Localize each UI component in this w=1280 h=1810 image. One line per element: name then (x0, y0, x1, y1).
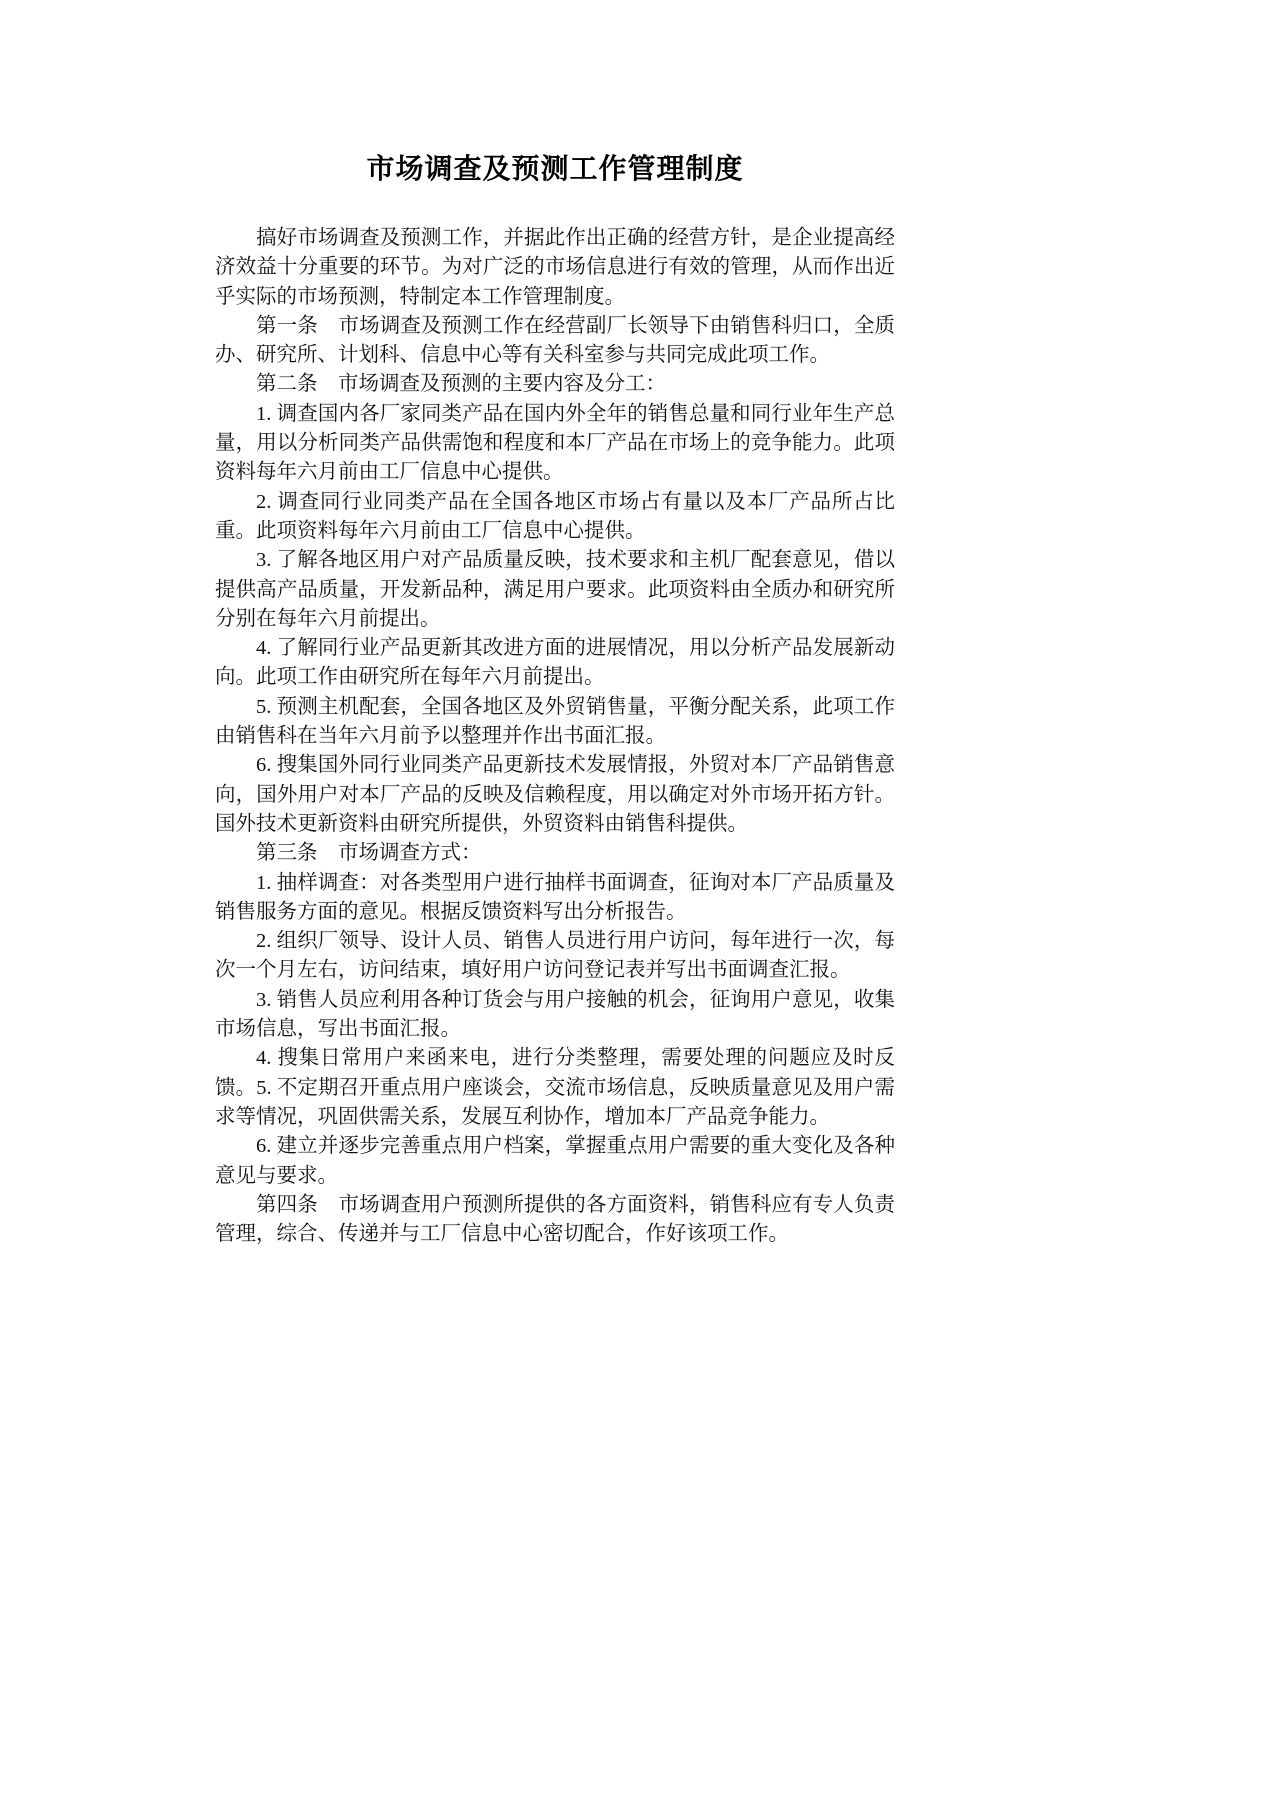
paragraph: 第四条 市场调查用户预测所提供的各方面资料，销售科应有专人负责管理，综合、传递并与工厂信息中心密切配合，作好该项工作。 (215, 1193, 895, 1246)
paragraph: 5. 预测主机配套，全国各地区及外贸销售量，平衡分配关系，此项工作由销售科在当年六月前予以整理并作出书面汇报。 (215, 695, 895, 748)
paragraph: 搞好市场调查及预测工作，并据此作出正确的经营方针，是企业提高经济效益十分重要的环节。为对广泛的市场信息进行有效的管理，从而作出近乎实际的市场预测，特制定本工作管理制度。 (215, 227, 895, 308)
document-content (215, 150, 895, 1249)
paragraph: 6. 搜集国外同行业同类产品更新技术发展情报，外贸对本厂产品销售意向，国外用户对本厂产品的反映及信赖程度，用以确定对外市场开拓方针。国外技术更新资料由研究所提供，外贸资料由销售科提供。 (215, 754, 895, 835)
paragraph-container (215, 224, 895, 1249)
paragraph: 6. 建立并逐步完善重点用户档案，掌握重点用户需要的重大变化及各种意见与要求。 (215, 1135, 895, 1187)
paragraph: 3. 销售人员应利用各种订货会与用户接触的机会，征询用户意见，收集市场信息，写出书面汇报。 (215, 988, 895, 1041)
paragraph: 2. 组织厂领导、设计人员、销售人员进行用户访问，每年进行一次，每次一个月左右，访问结束，填好用户访问登记表并写出书面调查汇报。 (215, 930, 895, 982)
paragraph: 第三条 市场调查方式： (256, 842, 482, 865)
document-title: 市场调查及预测工作管理制度 (366, 153, 744, 184)
paragraph: 4. 搜集日常用户来函来电，进行分类整理，需要处理的问题应及时反馈。5. 不定期召开重点用户座谈会，交流市场信息，反映质量意见及用户需求等情况，巩固供需关系，发展互利协作，增加本厂产品竞争能力。 (215, 1047, 895, 1128)
paragraph: 2. 调查同行业同类产品在全国各地区市场占有量以及本厂产品所占比重。此项资料每年六月前由工厂信息中心提供。 (215, 490, 895, 542)
paragraph: 1. 调查国内各厂家同类产品在国内外全年的销售总量和同行业年生产总量，用以分析同类产品供需饱和程度和本厂产品在市场上的竞争能力。此项资料每年六月前由工厂信息中心提供。 (215, 402, 895, 484)
paragraph: 4. 了解同行业产品更新其改进方面的进展情况，用以分析产品发展新动向。此项工作由研究所在每年六月前提出。 (215, 637, 895, 689)
paragraph: 3. 了解各地区用户对产品质量反映，技术要求和主机厂配套意见，借以提供高产品质量，开发新品种，满足用户要求。此项资料由全质办和研究所分别在每年六月前提出。 (215, 549, 895, 630)
paragraph: 第二条 市场调查及预测的主要内容及分工： (256, 373, 666, 396)
paragraph: 1. 抽样调查：对各类型用户进行抽样书面调查，征询对本厂产品质量及销售服务方面的意见。根据反馈资料写出分析报告。 (215, 871, 895, 923)
paragraph: 第一条 市场调查及预测工作在经营副厂长领导下由销售科归口，全质办、研究所、计划科、信息中心等有关科室参与共同完成此项工作。 (215, 314, 895, 367)
